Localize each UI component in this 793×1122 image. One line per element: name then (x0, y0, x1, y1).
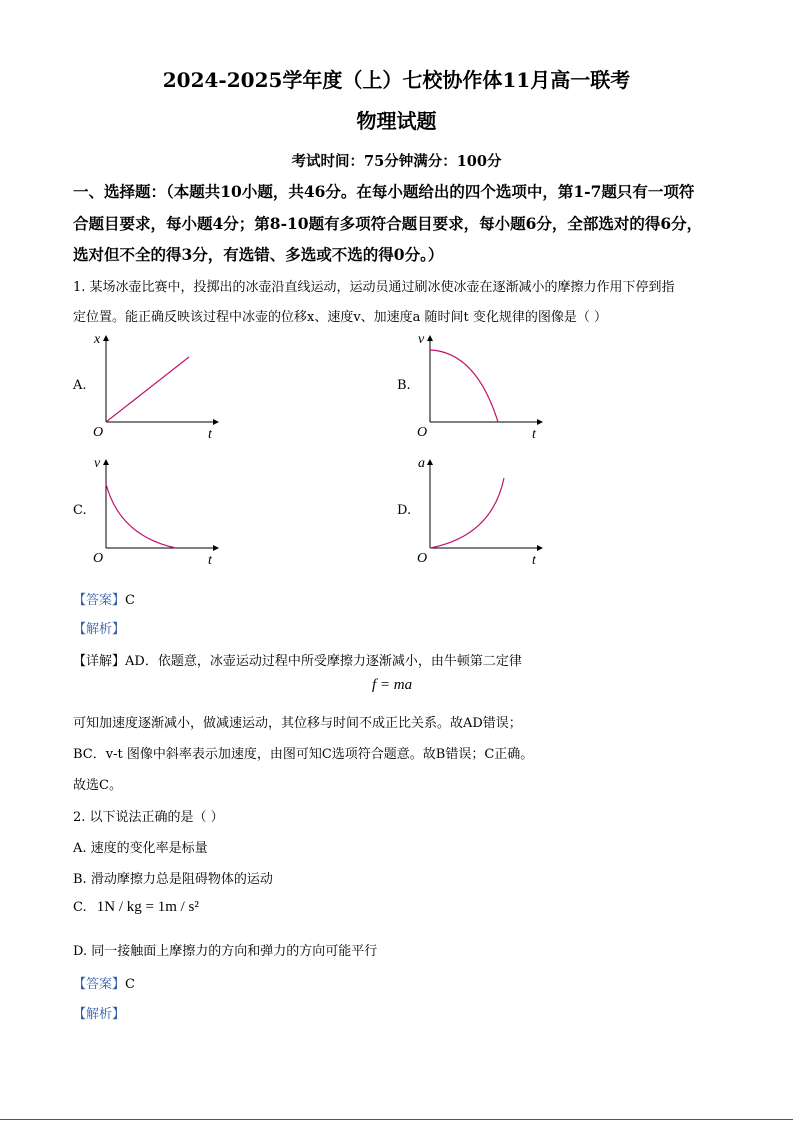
section-heading-line1: 一、选择题：（本题共10小题，共46分。在每小题给出的四个选项中，第1-7题只有一项符 (73, 182, 695, 201)
q1-answer-tag: 【答案】 (73, 593, 126, 608)
q2-option-c-formula: 1N / kg = 1m / s² (96, 899, 199, 915)
graph-d-x-label: t (532, 553, 536, 568)
q1-equation: f = ma (372, 677, 413, 693)
graph-d-origin: O (417, 551, 428, 566)
graph-a-curve (106, 357, 189, 422)
paper-title: 2024-2025学年度（上）七校协作体11月高一联考 (162, 68, 631, 92)
q2-option-b: B. 滑动摩擦力总是阻碍物体的运动 (73, 872, 273, 887)
graph-c-x-label: t (208, 553, 212, 568)
q2-answer-tag: 【答案】 (73, 977, 126, 992)
graph-a-y-label: x (94, 332, 101, 347)
q1-stem-line2: 定位置。能正确反映该过程中冰壶的位移x、速度v、加速度a 随时间t 变化规律的图像是（ ） (73, 310, 608, 325)
q1-option-c-label: C. (73, 503, 87, 518)
graph-b-y-label: v (418, 332, 425, 347)
graph-d-y-label: a (418, 456, 425, 471)
graph-b-x-label: t (532, 427, 536, 442)
graph-b-curve (430, 350, 498, 422)
q1-detail-text1: AD．依题意，冰壶运动过程中所受摩擦力逐渐减小，由牛顿第二定律 (125, 654, 522, 669)
section-heading-line2: 合题目要求，每小题4分；第8-10题有多项符合题目要求，每小题6分，全部选对的得6分， (73, 214, 703, 233)
graph-c (90, 454, 225, 566)
graph-b (414, 330, 549, 442)
q1-detail-line1 (73, 650, 522, 669)
q2-answer (73, 973, 135, 992)
q1-detail-line3: BC．v-t 图像中斜率表示加速度，由图可知C选项符合题意。故B错误；C正确。 (73, 747, 534, 762)
q1-analysis-tag: 【解析】 (73, 622, 126, 637)
q2-answer-value: C (125, 977, 135, 992)
q2-option-d: D. 同一接触面上摩擦力的方向和弹力的方向可能平行 (73, 944, 378, 959)
exam-info: 考试时间：75分钟满分：100分 (291, 153, 502, 170)
q1-detail-tag: 【详解】 (73, 654, 126, 669)
q1-detail-line4: 故选C。 (73, 778, 122, 793)
q2-analysis-tag: 【解析】 (73, 1007, 126, 1022)
graph-d (414, 454, 549, 566)
q2-option-a: A. 速度的变化率是标量 (73, 841, 208, 856)
q2-option-c (73, 899, 199, 916)
graph-b-origin: O (417, 425, 428, 440)
q1-stem-line1: 1. 某场冰壶比赛中，投掷出的冰壶沿直线运动，运动员通过刷冰使冰壶在逐渐减小的摩擦力作用下停到指 (73, 280, 675, 295)
q1-option-a-label: A. (73, 378, 87, 393)
q2-stem: 2. 以下说法正确的是（ ） (73, 810, 224, 825)
page-bottom-divider (0, 1119, 793, 1120)
section-heading-line3: 选对但不全的得3分，有选错、多选或不选的得0分。） (73, 245, 444, 264)
graph-a-x-label: t (208, 427, 212, 442)
graph-a-origin: O (93, 425, 104, 440)
graph-c-curve (106, 484, 176, 548)
q1-answer (73, 589, 135, 608)
graph-c-origin: O (93, 551, 104, 566)
q1-option-b-label: B. (397, 378, 411, 393)
q1-option-d-label: D. (397, 503, 412, 518)
q2-option-c-label: C. (73, 900, 87, 915)
paper-subject: 物理试题 (356, 109, 437, 133)
q1-answer-value: C (125, 593, 135, 608)
graph-a (90, 330, 225, 442)
graph-d-curve (430, 478, 504, 548)
graph-c-y-label: v (94, 456, 101, 471)
q1-detail-line2: 可知加速度逐渐减小，做减速运动，其位移与时间不成正比关系。故AD错误； (73, 716, 522, 731)
